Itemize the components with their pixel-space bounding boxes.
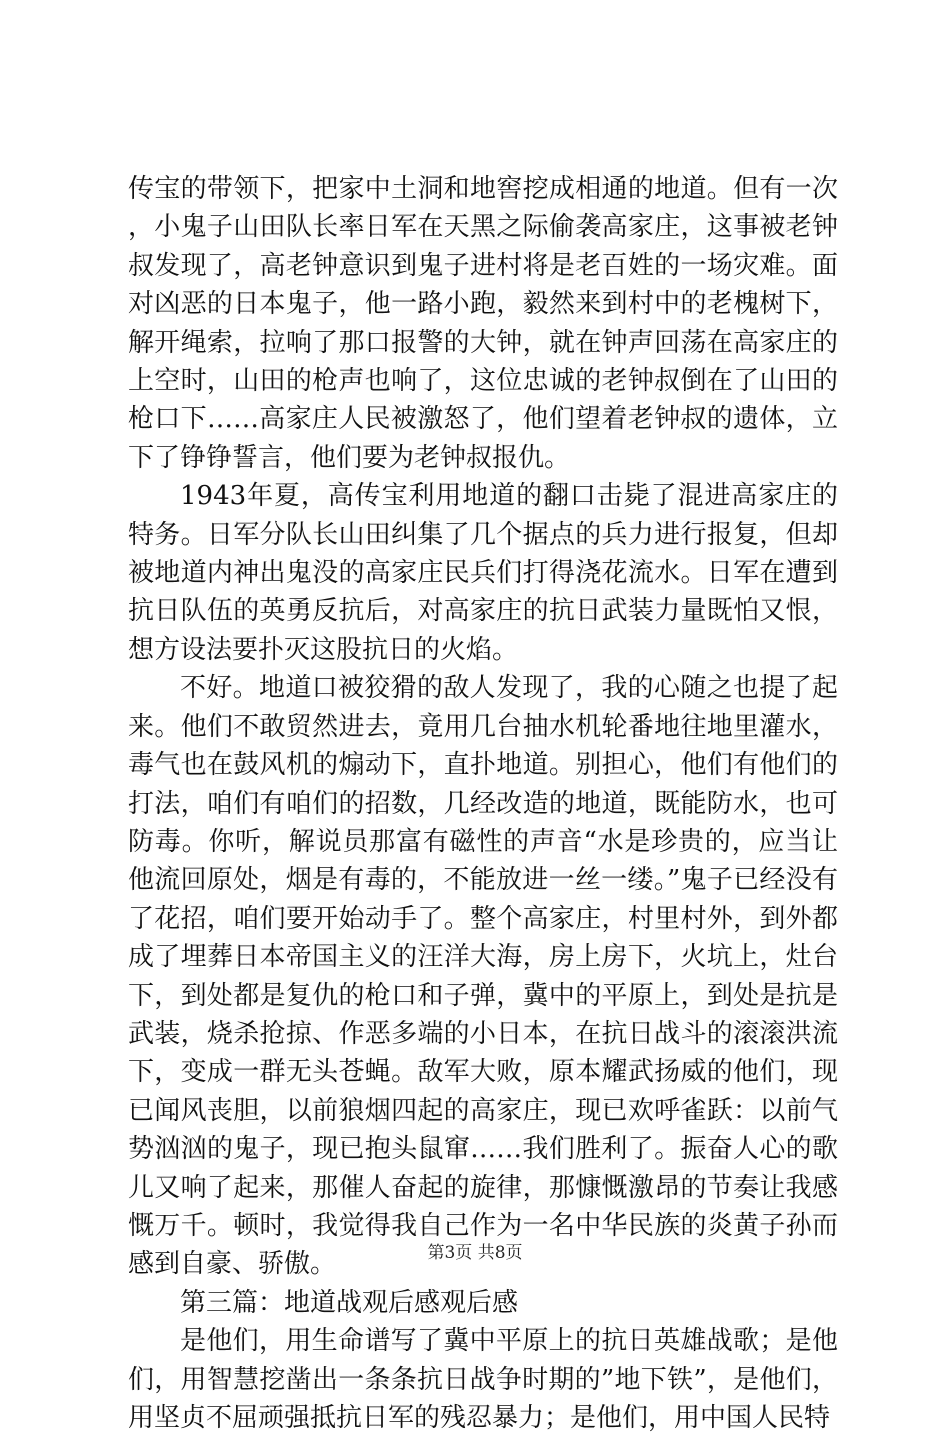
paragraph-2: 1943年夏，高传宝利用地道的翻口击毙了混进高家庄的特务。日军分队长山田纠集了几个据点的兵力进行报复，但却被地道内神出鬼没的高家庄民兵们打得浇花流水。日军在遭到抗日队伍的英勇反抗后，对高家庄的抗日武装力量既怕又恨，想方设法要扑灭这股抗日的火焰。 — [128, 481, 838, 665]
paragraph-3: 不好。地道口被狡猾的敌人发现了，我的心随之也提了起来。他们不敢贸然进去，竟用几台抽水机轮番地往地里灌水，毒气也在鼓风机的煽动下，直扑地道。别担心，他们有他们的打法，咱们有咱们的招数，几经改造的地道，既能防水，也可防毒。你听，解说员那富有磁性的声音“水是珍贵的，应当让他流回原处，烟是有毒的，不能放进一丝一缕。”鬼子已经没有了花招，咱们要开始动手了。整个高家庄，村里村外，到外都成了埋葬日本帝国主义的汪洋大海，房上房下，火坑上，灶台下，到处都是复仇的枪口和子弹，冀中的平原上，到处是抗是武装，烧杀抢掠、作恶多端的小日本，在抗日战斗的滚滚洪流下，变成一群无头苍蝇。敌军大败，原本耀武扬威的他们，现已闻风丧胆，以前狼烟四起的高家庄，现已欢呼雀跃：以前气势汹汹的鬼子，现已抱头鼠窜……我们胜利了。振奋人心的歌儿又响了起来，那催人奋起的旋律，那慷慨激昂的节奏让我感慨万千。顿时，我觉得我自己作为一名中华民族的炎黄子孙而感到自豪、骄傲。 — [128, 673, 838, 1280]
section-heading: 第三篇：地道战观后感观后感 — [180, 1287, 519, 1318]
paragraph-1: 传宝的带领下，把家中土洞和地窖挖成相通的地道。但有一次，小鬼子山田队长率日军在天黑之际偷袭高家庄，这事被老钟叔发现了，高老钟意识到鬼子进村将是老百姓的一场灾难。面对凶恶的日本鬼子，他一路小跑，毅然来到村中的老槐树下，解开绳索，拉响了那口报警的大钟，就在钟声回荡在高家庄的上空时，山田的枪声也响了，这位忠诚的老钟叔倒在了山田的枪口下……高家庄人民被激怒了，他们望着老钟叔的遗体，立下了铮铮誓言，他们要为老钟叔报仇。 — [128, 174, 838, 473]
paragraph-4: 是他们，用生命谱写了冀中平原上的抗日英雄战歌；是他们，用智慧挖凿出一条条抗日战争时期的”地下铁”，是他们，用坚贞不屈顽强抵抗日军的残忍暴力；是他们，用中国人民特 — [128, 1326, 838, 1433]
page-footer: 第3页 共8页 — [427, 1243, 523, 1263]
